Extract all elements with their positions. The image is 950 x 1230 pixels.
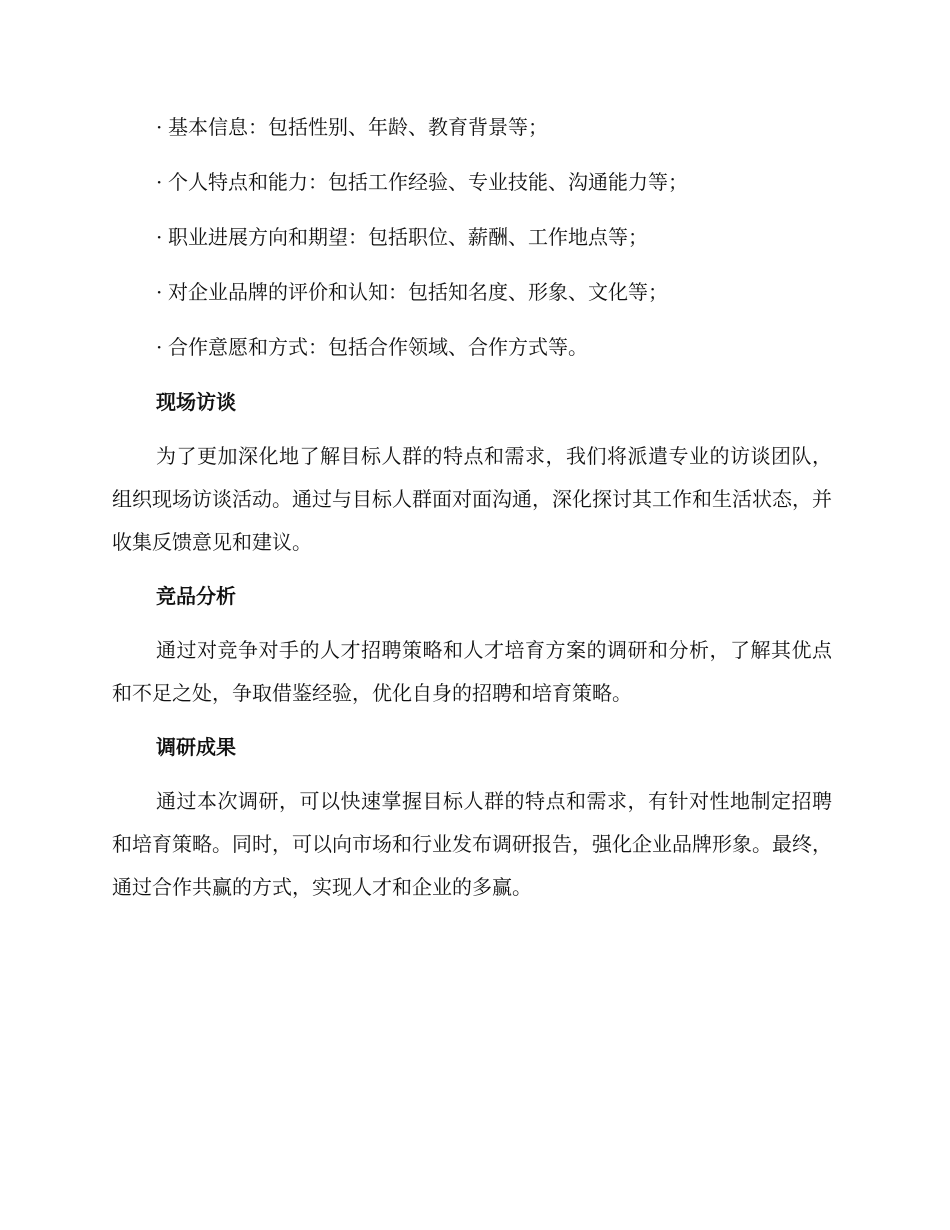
document-body <box>112 108 832 922</box>
section-body-research-results: 通过本次调研，可以快速掌握目标人群的特点和需求，有针对性地制定招聘和培育策略。同时，可以向市场和行业发布调研报告，强化企业品牌形象。最终，通过合作共赢的方式，实现人才和企业的多赢。 <box>112 789 832 899</box>
bullet-item-personal-traits <box>156 163 832 201</box>
bullet-text: 职业进展方向和期望：包括职位、薪酬、工作地点等； <box>168 225 648 249</box>
bullet-text: 合作意愿和方式：包括合作领域、合作方式等。 <box>168 335 588 359</box>
bullet-text: 个人特点和能力：包括工作经验、专业技能、沟通能力等； <box>168 170 688 194</box>
bullet-dot: · <box>156 335 163 359</box>
bullet-dot: · <box>156 170 163 194</box>
bullet-text: 基本信息：包括性别、年龄、教育背景等； <box>168 115 548 139</box>
section-heading-competitor-analysis: 竞品分析 <box>156 584 236 608</box>
bullet-item-career-expectations <box>156 218 832 256</box>
bullet-item-cooperation <box>156 328 832 366</box>
bullet-dot: · <box>156 225 163 249</box>
bullet-dot: · <box>156 115 163 139</box>
section-body-competitor-analysis: 通过对竞争对手的人才招聘策略和人才培育方案的调研和分析，了解其优点和不足之处，争取借鉴经验，优化自身的招聘和培育策略。 <box>112 638 832 705</box>
bullet-text: 对企业品牌的评价和认知：包括知名度、形象、文化等； <box>168 280 668 304</box>
section-heading-field-interview: 现场访谈 <box>156 390 236 414</box>
bullet-dot: · <box>156 280 163 304</box>
bullet-item-basic-info <box>156 108 832 146</box>
section-body-field-interview: 为了更加深化地了解目标人群的特点和需求，我们将派遣专业的访谈团队，组织现场访谈活动。通过与目标人群面对面沟通，深化探讨其工作和生活状态，并收集反馈意见和建议。 <box>112 444 832 554</box>
bullet-item-brand-perception <box>156 273 832 311</box>
section-heading-research-results: 调研成果 <box>156 735 236 759</box>
